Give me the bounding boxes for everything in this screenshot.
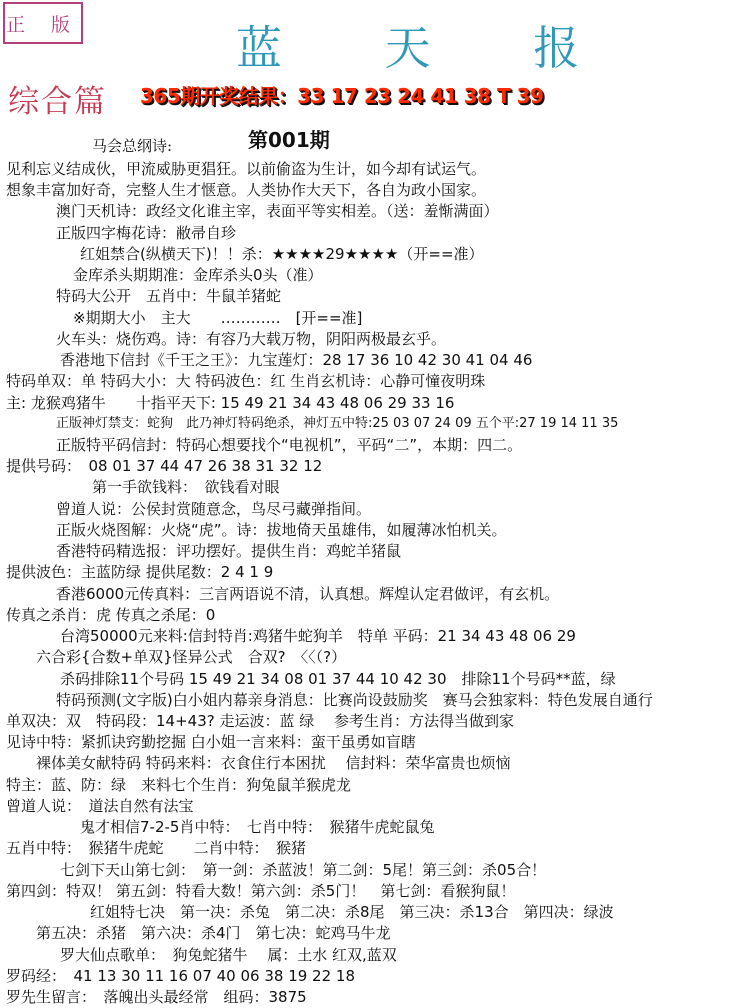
content-line: 红姐特七决 第一决：杀兔 第二决：杀8尾 第三决：杀13合 第四决：绿波	[90, 903, 614, 921]
content-line: 澳门天机诗：政经文化谁主宰，表面平等实相差。（送：羞惭满面）	[56, 202, 499, 220]
content-line: 七剑下天山第七剑： 第一剑：杀蓝波！第二剑：5尾！第三剑：杀05合！	[60, 861, 547, 879]
content-line: 正版特平码信封：特码心想要找个“电视机”，平码“二”，本期：四二。	[56, 436, 523, 454]
content-line: 正版四字梅花诗：敝帚自珍	[56, 224, 237, 242]
content-line: 五肖中特： 猴猪牛虎蛇 二肖中特： 猴猪	[6, 839, 307, 857]
content-line: 罗先生留言： 落魄出头最经常 组码：3875	[6, 988, 307, 1006]
content-line: 正版神灯禁支：蛇狗 此乃神灯特码绝杀，神灯五中特:25 03 07 24 09 五个平:27 19 14 11 35	[56, 416, 619, 431]
content-line: 火车头：烧伤鸡。诗：有容乃大载万物，阴阳两极最玄乎。	[56, 330, 447, 348]
content-line: 鬼才相信7-2-5肖中特： 七肖中特： 猴猪牛虎蛇鼠兔	[80, 818, 435, 836]
content-line: 提供号码： 08 01 37 44 47 26 38 31 32 12	[6, 457, 323, 475]
content-line: 香港地下信封《千王之王》：九宝莲灯：28 17 36 10 42 30 41 04 46	[60, 351, 533, 369]
content-line: 台湾50000元来料:信封特肖:鸡猪牛蛇狗羊 特单 平码：21 34 43 48 06 29	[60, 627, 576, 645]
content-line: 裸体美女献特码 特码来料：衣食住行本困扰 信封料：荣华富贵也烦恼	[36, 754, 511, 772]
draw-result-banner: 365期开奖结果：33 17 23 24 41 38 T 39	[140, 84, 544, 108]
content-line: 正版火烧图解：火烧“虎”。诗：拔地倚天虽雄伟，如履薄冰怕机关。	[56, 521, 507, 539]
issue-label: 马会总纲诗:	[92, 137, 173, 155]
genuine-edition-stamp: 正 版	[3, 2, 83, 44]
content-line: 第四剑：特双！ 第五剑：特看大数！第六剑：杀5门！ 第七剑：看猴狗鼠！	[6, 882, 516, 900]
content-line: 想象丰富加好奇，完整人生才惬意。人类协作大天下，各自为政小国家。	[6, 181, 487, 199]
content-line: 金库杀头期期准：金库杀头0头（准）	[73, 266, 323, 284]
content-line: 曾道人说： 道法自然有法宝	[6, 797, 194, 815]
content-line: 见诗中特：紧抓诀窍勤挖掘 白小姐一言来料：蛮干虽勇如盲瞎	[6, 733, 416, 751]
content-line: 六合彩{合数+单双}怪异公式 合双? 〈〈（?）	[36, 648, 347, 666]
content-line: 第一手欲钱料： 欲钱看对眼	[92, 478, 280, 496]
newspaper-title: 蓝 天 报	[236, 21, 624, 75]
content-line: 第五决：杀猪 第六决：杀4门 第七决：蛇鸡马牛龙	[36, 924, 391, 942]
issue-number: 第001期	[248, 128, 330, 152]
section-title: 综合篇	[8, 84, 107, 120]
content-line: 曾道人说：公侯封赏随意念，鸟尽弓藏弹指间。	[56, 500, 372, 518]
content-line: 罗大仙点歌单： 狗兔蛇猪牛 属：土水 红双,蓝双	[60, 946, 397, 964]
content-line: 香港特码精选报：评功摆好。提供生肖：鸡蛇羊猪鼠	[56, 542, 402, 560]
content-line: 香港6000元传真料：三言两语说不清，认真想。辉煌认定君做评，有玄机。	[56, 585, 560, 603]
content-line: 特主：蓝、防：绿 来料七个生肖：狗兔鼠羊猴虎龙	[6, 776, 352, 794]
content-line: 红姐禁合(纵横天下)！！杀：★★★★29★★★★（开==准）	[80, 245, 484, 263]
content-line: 特码大公开 五肖中：牛鼠羊猪蛇	[56, 287, 282, 305]
content-line: 特码单双：单 特码大小：大 特码波色：红 生肖玄机诗：心静可憧夜明珠	[6, 372, 486, 390]
content-line: 传真之杀肖：虎 传真之杀尾：0	[6, 606, 216, 624]
content-line: 杀码排除11个号码 15 49 21 34 08 01 37 44 10 42 30 排除11个号码**蓝，绿	[60, 670, 616, 688]
content-line: 提供波色：主蓝防绿 提供尾数：2 4 1 9	[6, 563, 274, 581]
content-line: 特码预测(文字版)白小姐内幕亲身消息：比赛尚设鼓励奖 赛马会独家料：特色发展自通行	[56, 691, 653, 709]
content-line: 单双决：双 特码段：14+43? 走运波：蓝 绿 参考生肖：方法得当做到家	[6, 712, 515, 730]
content-line: 见利忘义结成伙，甲流威胁更猖狂。以前偷盗为生计，如今却有试运气。	[6, 160, 487, 178]
content-line: ※期期大小 主大 ………… [开==准]	[73, 309, 363, 327]
content-line: 罗码经： 41 13 30 11 16 07 40 06 38 19 22 18	[6, 967, 355, 985]
content-line: 主: 龙猴鸡猪牛 十指平天下: 15 49 21 34 43 48 06 29 33 16	[6, 394, 455, 412]
